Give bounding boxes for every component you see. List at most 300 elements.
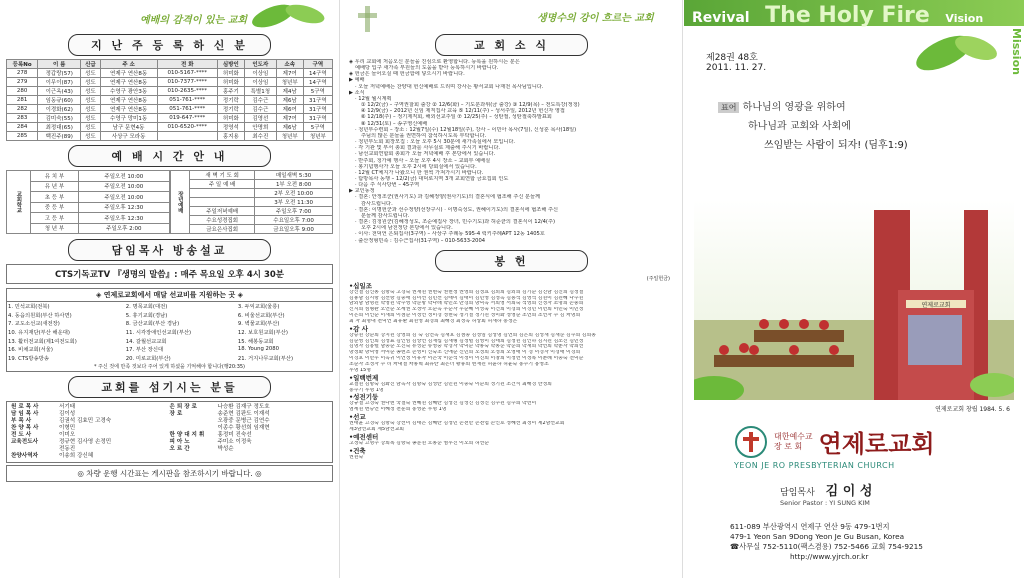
offering-category: •십일조 (349, 281, 372, 290)
server-row (170, 446, 329, 453)
table-cell: 14구역 (303, 78, 332, 87)
news-item: · 12월 월시계획 (355, 95, 392, 102)
table-cell (157, 132, 217, 141)
server-names: 서기태 (59, 404, 76, 411)
table-row (7, 87, 333, 96)
table-cell: 5구역 (303, 87, 332, 96)
mission-item: 21. 거지나무교회(부산) (237, 355, 294, 362)
news-item: · 남선교회연합회 총회가 오늘 저녁예배 후 본당에서 있습니다. (355, 151, 496, 158)
slogan (718, 98, 908, 151)
table-row (7, 105, 333, 114)
news-item: · 각 기관 및 부서 총회 결과를 사무실로 제출해 주시기 바랍니다. (355, 145, 501, 152)
news-item: ① 12/2(금) – 구역권찰회 출강 ② 12/6(화) – 기도분과위(금 출강) ③ 12/9(목) – 전도특강(정청) (361, 102, 580, 109)
table-cell: 성도 (81, 114, 100, 123)
table-row (7, 69, 333, 78)
news-item: 주님의 많은 분들을 권면하여 참석하시도록 부탁합니다. (361, 132, 487, 139)
mission-row (7, 319, 332, 328)
leaf-decoration-icon (243, 2, 333, 28)
church-name-en: YEON JE RO PRESBYTERIAN CHURCH (734, 461, 895, 470)
mission-item: 20. 미로교회(부산) (125, 355, 171, 362)
table-header-cell: 신급 (81, 60, 100, 69)
server-row (11, 453, 170, 460)
table-cell: 안명희 (244, 123, 276, 132)
table-cell: 김수근 (244, 96, 276, 105)
news-item: ◈ 우리 교회에 처음오신 분들을 진심으로 환영합니다. 등록을 원하시는 분은 (349, 59, 520, 65)
news-title: 교 회 소 식 (435, 34, 588, 56)
server-role: 장 로 (169, 411, 183, 418)
adult-row (170, 225, 333, 234)
mission-support-title: ◈ 연제로교회에서 매달 선교비를 지원하는 곳 ◈ (7, 289, 332, 302)
table-cell: 31구역 (303, 114, 332, 123)
schedule-cell: 중 등 부 (30, 202, 78, 213)
motto-left: 예배의 감격이 있는 교회 (140, 15, 248, 26)
offering-title: 봉 헌 (435, 250, 588, 272)
offering-list (341, 282, 682, 461)
registration-title: 지 난 주 등 록 하 신 분 (68, 34, 271, 56)
table-header-cell: 소속 (276, 60, 303, 69)
server-role: 담 임 목 사 (11, 411, 39, 418)
news-item: · 12월 CT체지가 나왔으니 한 권씩 가져가시기 바랍니다. (355, 169, 484, 176)
offering-names: 무명 15명 (349, 367, 371, 373)
school-row (7, 192, 170, 203)
table-cell: 최수진 (244, 132, 276, 141)
table-cell: 사상구 모라동 (100, 132, 157, 141)
news-item: · 결혼: 안정조군(권사기도) 과 김혜정양(권사기도)의 결혼식에 협조해 주신 분들께 (355, 194, 541, 201)
server-names: 정규현 김사영 손정민 (59, 439, 112, 446)
news-item: 분들께 감사드립니다. (361, 212, 410, 219)
founded-date: 연제로교회 창립 1984. 5. 6 (935, 406, 1010, 413)
news-item: ◈ 헌금은 들어오실 때 헌금함에 넣으시기 바랍니다. (349, 71, 465, 78)
table-cell: 청년부 (303, 132, 332, 141)
news-item: 감사드립니다. (361, 200, 393, 207)
schedule-cell: 유 년 부 (30, 181, 78, 192)
table-cell: 청년부 (276, 78, 303, 87)
news-item: ▶ 예배 (349, 77, 365, 84)
news-item: 오후 2시에 남천정당 본당에서 있습니다. (361, 225, 453, 232)
pastor-name-en: Senior Pastor : YI SUNG KIM (780, 499, 870, 507)
motto-middle: 생명수의 강이 흐르는 교회 (537, 13, 654, 24)
schedule-cell: 유 치 부 (30, 171, 78, 182)
server-row (170, 439, 329, 446)
table-header-cell: 주 소 (100, 60, 157, 69)
news-item: · 출산정형민족 : 김수근집사(31구역) – 010-5633-2004 (355, 237, 486, 244)
table-cell: 성도 (81, 69, 100, 78)
offering-category: •예전센터 (349, 432, 379, 441)
table-cell: 임동규(60) (38, 96, 81, 105)
broadcast-text: CTS기독교TV 『생명의 말씀』: 매주 목요일 오후 4시 30분 (6, 264, 333, 284)
volume-info (706, 50, 766, 73)
mission-item: 14. 갈월선교교회 (125, 338, 167, 345)
schedule-cell: 주 일 예 배 (190, 180, 255, 189)
mission-item: 6. 비울선교회(부산) (237, 312, 285, 319)
server-names: 홍정미 진숙선 (217, 432, 252, 439)
table-cell: 010-7377-**** (157, 78, 217, 87)
mission-item: 1. 민석교회(전북) (8, 304, 50, 311)
server-role (170, 418, 218, 425)
table-header-cell: 전 화 (157, 60, 217, 69)
table-cell: 31구역 (303, 105, 332, 114)
offering-names: 김순영 김인희 김정표 김인임 김상연 김재섭 김재형 김정렬 김영미 김태희 김정원 김인하 김지원 김소진 김민정 (349, 338, 584, 344)
table-cell: 285 (7, 132, 38, 141)
table-cell: 백진주(89) (38, 132, 81, 141)
worship-schedule (6, 170, 333, 234)
mission-row (7, 336, 332, 345)
server-role: 찬 양 목 사 (11, 425, 39, 432)
adult-row (170, 198, 333, 207)
table-cell: 14구역 (303, 69, 332, 78)
adult-row (170, 189, 333, 198)
mission-support-box (6, 288, 333, 372)
table-cell: 281 (7, 96, 38, 105)
mission-item: 5. 휴기교회(경남) (125, 312, 168, 319)
table-cell: 이상임 (244, 69, 276, 78)
server-names: 전동진 (59, 446, 76, 453)
vehicle-notice: ◎ 차량 운행 시간표는 게시판을 참조하시기 바랍니다. ◎ (6, 465, 333, 482)
server-role: 교육전도사 (11, 439, 39, 446)
bulletin-date: 2011. 11. 27. (706, 63, 767, 73)
cross-icon (355, 4, 381, 34)
registration-table-wrap (6, 59, 333, 141)
slogan-line-1: 하나님의 영광을 위하여 (742, 102, 846, 113)
address-korean: 611-089 부산광역시 연제구 연산 9동 479-1번지 (730, 522, 890, 531)
table-cell: 010-2635-**** (157, 87, 217, 96)
table-row (7, 123, 333, 132)
slogan-line-3: 쓰임받는 사람이 되자! (딤후1:9) (764, 140, 908, 151)
registration-table (6, 59, 333, 141)
banner-vision: Vision (945, 12, 984, 25)
church-emblem-icon (734, 425, 768, 459)
schedule-cell: 2부 오전 10:00 (255, 189, 333, 198)
table-cell: 5구역 (303, 123, 332, 132)
address-english: 479-1 Yeon San 9Dong Yeon Je Gu Busan, Korea (730, 532, 905, 541)
mission-item: 16. 비채교회(서울) (8, 347, 53, 354)
mission-item: 12. 보호원교회(부산) (237, 330, 288, 337)
school-label: 교회학교 (7, 171, 31, 234)
mission-item: 3. 두익교회(울릉) (237, 304, 280, 311)
offering-names: 권태윤 고경숙 김향숙 강선미 김태은 김혜란 김정민 손천만 손천엽 손인호 정혜선 최정미 제2남선교회 (349, 421, 565, 427)
table-cell: 019-647-**** (157, 114, 217, 123)
table-cell: 제6여 (276, 105, 303, 114)
table-cell: 이근옥(43) (38, 87, 81, 96)
banner-revival: Revival (692, 10, 750, 26)
denomination-line-2: 장 로 회 (774, 441, 803, 451)
server-role: 오 르 간 (169, 446, 190, 453)
leaf-cover-icon (904, 28, 1004, 78)
church-photo (694, 200, 1014, 400)
table-cell: 제6남 (276, 123, 303, 132)
server-role: 부 목 사 (11, 418, 32, 425)
table-cell: 제4남 (276, 87, 303, 96)
offering-names: 최 자 최명대 천덕언 최유환 최원영 최경희 최해경 최정옥 허상회 허재하 홍정은 (349, 318, 518, 324)
server-names: 이송희 강신혜 (59, 453, 94, 460)
table-cell: 성도 (81, 105, 100, 114)
mission-item: 15. 해봉동교회 (237, 338, 274, 345)
mission-item: 8. 금산교회(부산 경남) (125, 321, 180, 328)
church-name: 연제로교회 (818, 430, 935, 458)
offering-names: 교철원 김향숙 김화진 남옥자 김향숙 김성란 김민원 이종숙 이순희 정기원 조건식 최해경 한정희 (349, 381, 552, 387)
table-cell: 최정대(65) (38, 123, 81, 132)
table-cell: 성도 (81, 78, 100, 87)
table-header-cell: 구역 (303, 60, 332, 69)
offering-names: 고정숙 고명주 강희복 김향숙 송문원 오봉준 엄무진 이오희 허선순 (349, 440, 489, 446)
offering-names: 김봉남 김시향 김선향 김종애 김미선 김민선 김태미 김태미 김민영 김정옥 김용석 김영석 김원미 김원혜 나주원 (349, 295, 584, 301)
table-cell: 김수근 (244, 105, 276, 114)
table-cell: 제7여 (276, 114, 303, 123)
table-cell: 278 (7, 69, 38, 78)
servers-box (6, 401, 333, 463)
table-cell: 수영구 망미1동 (100, 114, 157, 123)
table-cell: 연제구 연산8동 (100, 105, 157, 114)
schedule-cell: 주일오전 10:00 (79, 171, 169, 182)
table-header-cell: 등록No (7, 60, 38, 69)
table-cell: 청년부 (276, 132, 303, 141)
table-cell: 010-5167-**** (157, 69, 217, 78)
table-cell: 정기락 (217, 105, 244, 114)
offering-names: 조순자 조정자 주 리 차대철 차봉혁 최유란 최은녀 황동희 현재원 허윤하 허윤숙 홍주기 홍영조 (349, 361, 549, 367)
table-cell: 허미화 (217, 69, 244, 78)
table-cell: 31구역 (303, 96, 332, 105)
mission-row (7, 345, 332, 354)
offering-names: 제3남선교회 제5남선교회 (349, 426, 405, 432)
news-item: · 청년부수련회 – 장소 : 12월7일(수) 12월18일(주), 강사 – 이민아 목사(7일), 신성훈 목사(18일) (355, 126, 577, 133)
table-cell: 김미숙(55) (38, 114, 81, 123)
offering-names: 신지희 심형완 오연순 오세권 오정아 오순옥 우순자 우순혜 이성욱 이건희 이경희 이경민 이면희 이민숙 이민정 (349, 307, 584, 313)
offering-category: •일백번제 (349, 373, 379, 382)
schedule-cell: 초 등 부 (30, 192, 78, 203)
church-logo-block (734, 424, 935, 459)
broadcast-title: 담임목사 방송설교 (68, 239, 271, 261)
table-cell: 051-761-**** (157, 105, 217, 114)
news-item: ④ 12/9(금) – 2012년 신임 제직집사 교육 ⑤ 12/11(주) – 성서주일, 2012년 헌신자 영접 (361, 108, 565, 115)
mission-item: 19. CTS방송방송 (8, 355, 49, 362)
news-item: · 다음 주 식사당번 – 45구역 (355, 182, 420, 189)
server-names: 박성순 (217, 446, 234, 453)
adult-schedule (170, 170, 334, 234)
schedule-cell (190, 198, 255, 207)
offering-names: 김명자 김홍렬 남종순 노진숙 류성순 류영중 박경자 박덕순 박봉숙 박봉준 박준희 박재희 박연희 박춘자 박희선 (349, 344, 584, 350)
schedule-cell: 주일저녁예배 (190, 207, 255, 216)
schedule-cell (190, 189, 255, 198)
news-list (341, 59, 682, 244)
offering-category: •선교 (349, 413, 366, 422)
table-row (7, 132, 333, 141)
table-cell: 성도 (81, 123, 100, 132)
adult-label: 장년예배 (170, 171, 190, 234)
table-cell: 정영석 (217, 123, 244, 132)
table-cell: 280 (7, 87, 38, 96)
mission-item: 11. 시각장애인선교회(부산) (125, 330, 192, 337)
website-link[interactable]: http://www.yjrch.or.kr (790, 552, 869, 561)
table-cell: 특별1청 (244, 87, 276, 96)
worship-title: 예 배 시 간 안 내 (68, 145, 271, 167)
schedule-cell: 새 벽 기 도 회 (190, 171, 255, 180)
adult-row (170, 207, 333, 216)
offering-category: •감 사 (349, 324, 368, 333)
mission-item: 2. 명목교회(대전) (125, 304, 168, 311)
schedule-cell: 금요일오후 9:00 (255, 225, 333, 234)
servers-title: 교회를 섬기시는 분들 (68, 376, 271, 398)
schedule-cell: 고 등 부 (30, 213, 78, 224)
server-names: 김권석 김효민 고경숙 (59, 418, 112, 425)
offering-category: •건축 (349, 446, 366, 455)
table-header-cell: 인도자 (244, 60, 276, 69)
mission-item: 7. 교도소선교(새전장) (8, 321, 60, 328)
table-cell: 283 (7, 114, 38, 123)
offering-names: 권원숙 (349, 454, 364, 460)
table-cell: 제6남 (276, 96, 303, 105)
mission-support-list (7, 302, 332, 362)
adult-row (170, 171, 333, 180)
server-names: 이형민 (59, 425, 76, 432)
slogan-tag: 표어 (718, 102, 739, 113)
table-cell: 연제구 연산8동 (100, 78, 157, 87)
mission-item: 10. 유지재단(부산 해운대) (8, 330, 70, 337)
table-cell: 연제구 연산8동 (100, 96, 157, 105)
schedule-cell: 주일오후 2:00 (79, 223, 169, 234)
table-cell: 이경화(62) (38, 105, 81, 114)
server-names: 이종수 황선희 임재현 (217, 425, 270, 432)
table-cell: 수영구 광안3동 (100, 87, 157, 96)
news-item: · 오늘 저녁예배는 찬양대 헌신예배로 드리며 강사는 황서교회 나재천 목사님입니다. (355, 83, 544, 90)
server-role: 전 도 사 (11, 432, 32, 439)
school-row (7, 181, 170, 192)
mission-row (7, 302, 332, 311)
table-cell: 051-761-**** (157, 96, 217, 105)
pastor-label: 담임목사 (780, 488, 815, 498)
news-item: 예배당 입구 새가족 부원들의 도움을 받아 등록하시기 바랍니다. (355, 65, 499, 72)
news-item: · 결혼: 김청원군(김혜정성도, 조순예집사 장녀, 민수기도)과 허준균의 결혼식이 12/4(주) (355, 219, 555, 226)
news-item: ⑧ 12/31(토) – 송구영신예배 (361, 120, 428, 127)
slogan-line-2: 하나님과 교회와 사회에 (748, 121, 851, 132)
school-row (7, 171, 170, 182)
schedule-cell: 주일오전 10:00 (79, 181, 169, 192)
denomination-line-1: 대한예수교 (774, 431, 813, 441)
banner-holy-fire: The Holy Fire (765, 3, 930, 28)
news-item: · 이사: 천덕언 은퇴집사(3구역) – 사상구 주례동 595-4 럭키주례APT 12동 1405호 (355, 231, 545, 238)
news-item: ▶ 교인동정 (349, 188, 375, 195)
table-cell: 282 (7, 105, 38, 114)
offering-note: (주일헌금) (646, 275, 670, 282)
news-item: ▶ 소식 (349, 89, 365, 96)
schedule-cell: 청 년 부 (30, 223, 78, 234)
volume-number: 제28권 48호 (706, 53, 758, 63)
mission-item: 18. Young 2080 (237, 346, 279, 353)
offering-names: 염세원 변승연 이혜정 천훈희 홍영훈 무명 1명 (349, 407, 447, 413)
servers-left (11, 404, 170, 460)
table-cell: 허미화 (217, 78, 244, 87)
mission-item: 4. 동읍의원회(부산 하사면) (8, 312, 72, 319)
pastor-block (780, 480, 872, 507)
cover-panel (684, 0, 1024, 578)
schedule-cell: 수요일오후 7:00 (255, 216, 333, 225)
server-row (11, 425, 170, 432)
adult-row (170, 216, 333, 225)
table-cell: 성도 (81, 87, 100, 96)
school-schedule (6, 170, 170, 234)
school-row (7, 223, 170, 234)
servers-right (170, 404, 329, 460)
address-block (730, 522, 923, 562)
table-cell: 이상임 (244, 78, 276, 87)
server-names: 오광중 문병근 김연수 (217, 418, 270, 425)
schedule-cell: 주일오후 12:30 (79, 202, 169, 213)
schedule-cell: 3부 오전 11:30 (255, 198, 333, 207)
server-names: 송준현 김판도 이재석 (217, 411, 270, 418)
schedule-cell: 1부 오전 8:00 (255, 180, 333, 189)
mission-item: 17. 부산 장신대 (125, 347, 164, 354)
table-row (7, 78, 333, 87)
table-cell: 010-6520-**** (157, 123, 217, 132)
table-cell: 279 (7, 78, 38, 87)
server-names: 나승환 김재구 정도호 (217, 404, 270, 411)
server-names: 주미소 이정욱 (217, 439, 252, 446)
server-names: 이미오 (59, 432, 76, 439)
adult-row (170, 180, 333, 189)
server-role: 찬양사역자 (11, 453, 39, 460)
table-cell: 허미화 (217, 114, 244, 123)
table-cell: 김영선 (244, 114, 276, 123)
server-role: 피 아 노 (169, 439, 190, 446)
school-row (7, 213, 170, 224)
table-cell: 이무이(87) (38, 78, 81, 87)
church-sign: 연제로교회 (921, 302, 951, 309)
mission-row (7, 311, 332, 320)
table-cell: 성도 (81, 96, 100, 105)
table-header-cell: 이 름 (38, 60, 81, 69)
schedule-cell: 매일새벽 5:30 (255, 171, 333, 180)
mission-row (7, 354, 332, 363)
news-item: ⑥ 12/18(주) – 정기제직회, 해외선교주일 ⑦ 12/25(주) – 성탄절, 성탄절축하발표회 (361, 114, 552, 121)
schedule-cell: 수요성경집회 (190, 216, 255, 225)
news-item: · 반주회, 청가예 행사 – 오늘 오후 4시 장소 – 교회부 예배실 (355, 157, 491, 164)
news-item: · 청년부노회 회장모집 : 오늘 오후 5시 30분에 새가족실에서 모입니다. (355, 139, 516, 146)
schedule-cell: 주일오후 7:00 (255, 207, 333, 216)
table-cell: 정기락 (217, 96, 244, 105)
offering-names: 방정화 방덕영 서여순 송현조 손영미 신숙조 신애순 신민희 오정희 오정희 오영애 이 경 이경자 이경애 이경희 (349, 350, 581, 356)
table-cell: 제7여 (276, 69, 303, 78)
table-row (7, 114, 333, 123)
cover-banner (684, 0, 1024, 26)
mission-vertical: Mission (1010, 28, 1023, 75)
mission-row (7, 328, 332, 337)
server-row (11, 439, 170, 446)
mission-item: 13. 활터전교회(제1여전도회) (8, 338, 77, 345)
server-role: 한 양 대 지 휘 (169, 432, 205, 439)
phone-numbers: ☎사무실 752-5110(팩스겸용) 752-5466 교회 754-9215 (730, 542, 923, 551)
table-cell: 성도 (81, 132, 100, 141)
middle-panel (341, 0, 683, 578)
table-cell: 홍지용 (217, 132, 244, 141)
offering-names: 이은희 이인순 이재희 이점순 이정연 정미경 정현숙 정기철 정기원 정미화 정영순 조연희 조연자 주 김 차명희 (349, 313, 581, 319)
server-role: 원 로 목 사 (11, 404, 39, 411)
pastor-name: 김 이 성 (825, 484, 873, 499)
table-cell: 정갑랑(57) (38, 69, 81, 78)
offering-category: •성전기둥 (349, 393, 379, 402)
offering-names: 강규철 고경숙 권나현 국철숙 권혜원 김혜란 김성진 김성진 김정진 김주원 김주희 박헌미 (349, 401, 537, 407)
table-cell: 284 (7, 123, 38, 132)
table-row (7, 96, 333, 105)
denomination (774, 432, 813, 452)
table-cell: 남구 문현4동 (100, 123, 157, 132)
table-header-cell: 심방인 (217, 60, 244, 69)
left-header (0, 0, 339, 30)
news-item: · 결혼: 이명헌군과 선수정양(선장구시) · 이명숙성도, 권혜이기도)의 결혼식에 협조해 주신 (355, 206, 558, 213)
table-cell: 연제구 연산8동 (100, 69, 157, 78)
news-item: · 탐방목사 동행 – 12/2(금) 대덕로지역 3개 교회연합 금요집회 인도 (355, 175, 509, 182)
offering-names: 강신철 김신봉 김향숙 고경숙 권재원 권현숙 권현정 권영희 김정효 김외희 김외희 김기순 김진남 김진희 김정철 (349, 289, 584, 295)
offering-names: 강승원 강순희 강지원 강영희 김 숙 김연옥 김재호 김점종 김정임 김성명 김연희 김은희 김성재 김재준 김주희 김희동 (349, 332, 596, 338)
server-role: 은 퇴 장 로 (169, 404, 197, 411)
